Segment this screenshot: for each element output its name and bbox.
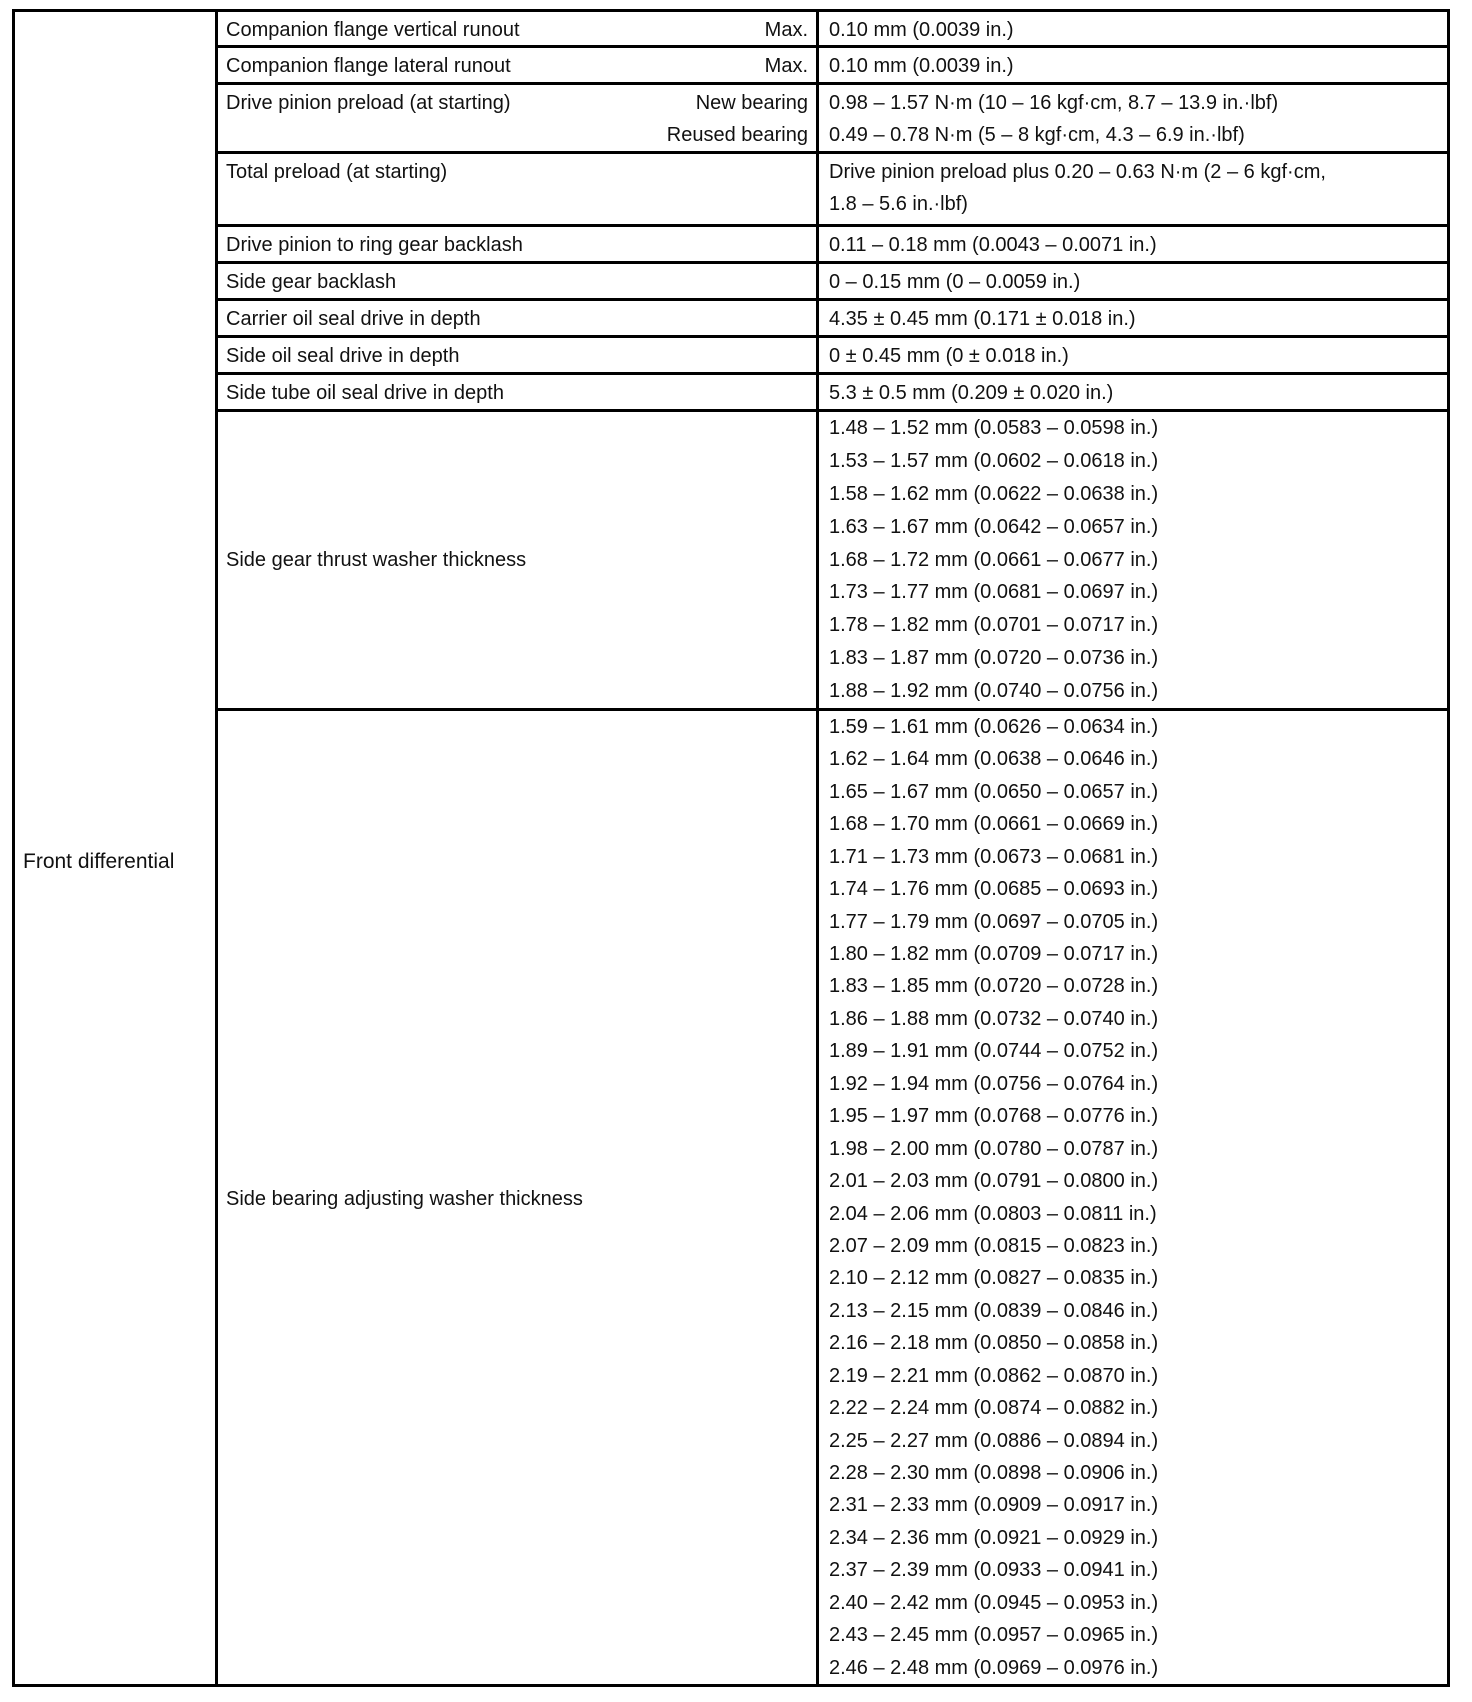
- spec-name: Side tube oil seal drive in depth: [226, 382, 504, 404]
- spec-value: 0.49 – 0.78 N·m (5 – 8 kgf·cm, 4.3 – 6.9 in.·lbf): [829, 124, 1245, 146]
- spec-value-cell: [819, 338, 1447, 372]
- spec-value: 2.07 – 2.09 mm (0.0815 – 0.0823 in.): [829, 1234, 1159, 1257]
- spec-value: 2.22 – 2.24 mm (0.0874 – 0.0882 in.): [829, 1397, 1159, 1420]
- table-row: [218, 301, 1447, 338]
- spec-table: [12, 9, 1450, 1687]
- spec-name-cell: [218, 711, 819, 1687]
- spec-value: 1.63 – 1.67 mm (0.0642 – 0.0657 in.): [829, 515, 1159, 538]
- spec-value: 1.59 – 1.61 mm (0.0626 – 0.0634 in.): [829, 716, 1159, 738]
- spec-value: 1.74 – 1.76 mm (0.0685 – 0.0693 in.): [829, 878, 1159, 901]
- table-row: [218, 711, 1447, 1687]
- spec-name-cell: [218, 412, 819, 708]
- spec-value-cell: [819, 264, 1447, 298]
- spec-value: 2.34 – 2.36 mm (0.0921 – 0.0929 in.): [829, 1526, 1159, 1549]
- group-label: Front differential: [23, 850, 175, 873]
- spec-name-cell: [218, 12, 819, 45]
- spec-value: 4.35 ± 0.45 mm (0.171 ± 0.018 in.): [829, 308, 1136, 330]
- spec-name: Companion flange lateral runout: [226, 55, 511, 77]
- spec-value-cell: [819, 154, 1447, 224]
- spec-value: 1.89 – 1.91 mm (0.0744 – 0.0752 in.): [829, 1040, 1159, 1063]
- spec-value: 1.88 – 1.92 mm (0.0740 – 0.0756 in.): [829, 680, 1159, 703]
- spec-value: 1.83 – 1.85 mm (0.0720 – 0.0728 in.): [829, 975, 1159, 998]
- spec-name-cell: [218, 227, 819, 261]
- spec-value: 2.43 – 2.45 mm (0.0957 – 0.0965 in.): [829, 1624, 1159, 1647]
- spec-value: 2.46 – 2.48 mm (0.0969 – 0.0976 in.): [829, 1656, 1159, 1679]
- spec-value-cell: [819, 301, 1447, 335]
- spec-name: Companion flange vertical runout: [226, 19, 520, 41]
- spec-value: 1.83 – 1.87 mm (0.0720 – 0.0736 in.): [829, 647, 1159, 670]
- spec-value-cell: [819, 48, 1447, 82]
- table-row: [218, 12, 1447, 48]
- spec-name: Side gear backlash: [226, 271, 397, 293]
- spec-value: 1.68 – 1.72 mm (0.0661 – 0.0677 in.): [829, 548, 1159, 571]
- spec-value: 1.95 – 1.97 mm (0.0768 – 0.0776 in.): [829, 1105, 1159, 1128]
- spec-value-cell: [819, 375, 1447, 409]
- spec-value: 2.04 – 2.06 mm (0.0803 – 0.0811 in.): [829, 1202, 1157, 1225]
- spec-rows: [218, 12, 1447, 1684]
- spec-value: 2.31 – 2.33 mm (0.0909 – 0.0917 in.): [829, 1494, 1159, 1517]
- spec-value: 1.8 – 5.6 in.·lbf): [829, 193, 968, 215]
- spec-value: 2.19 – 2.21 mm (0.0862 – 0.0870 in.): [829, 1364, 1159, 1387]
- spec-value: 1.68 – 1.70 mm (0.0661 – 0.0669 in.): [829, 813, 1159, 836]
- table-row: [218, 48, 1447, 85]
- spec-value: 1.86 – 1.88 mm (0.0732 – 0.0740 in.): [829, 1007, 1159, 1030]
- spec-value: 0 – 0.15 mm (0 – 0.0059 in.): [829, 271, 1081, 293]
- spec-value: 1.58 – 1.62 mm (0.0622 – 0.0638 in.): [829, 482, 1159, 505]
- spec-value: 2.40 – 2.42 mm (0.0945 – 0.0953 in.): [829, 1591, 1159, 1614]
- spec-value: 1.92 – 1.94 mm (0.0756 – 0.0764 in.): [829, 1072, 1159, 1095]
- spec-value: 1.80 – 1.82 mm (0.0709 – 0.0717 in.): [829, 943, 1159, 966]
- spec-value: 2.13 – 2.15 mm (0.0839 – 0.0846 in.): [829, 1299, 1159, 1322]
- spec-qualifier: Max.: [764, 19, 808, 41]
- table-row: [218, 412, 1447, 711]
- spec-value: 0 ± 0.45 mm (0 ± 0.018 in.): [829, 345, 1069, 367]
- spec-name: Total preload (at starting): [226, 161, 448, 183]
- spec-name-cell: [218, 301, 819, 335]
- spec-value-cell: [819, 227, 1447, 261]
- spec-value: 1.98 – 2.00 mm (0.0780 – 0.0787 in.): [829, 1137, 1159, 1160]
- spec-value: 1.77 – 1.79 mm (0.0697 – 0.0705 in.): [829, 910, 1159, 933]
- spec-value: Drive pinion preload plus 0.20 – 0.63 N·m (2 – 6 kgf·cm,: [829, 161, 1326, 183]
- spec-name: Drive pinion preload (at starting): [226, 92, 511, 114]
- spec-value: 2.01 – 2.03 mm (0.0791 – 0.0800 in.): [829, 1170, 1159, 1193]
- spec-value: 5.3 ± 0.5 mm (0.209 ± 0.020 in.): [829, 382, 1114, 404]
- spec-value: 2.25 – 2.27 mm (0.0886 – 0.0894 in.): [829, 1429, 1159, 1452]
- spec-value: 1.53 – 1.57 mm (0.0602 – 0.0618 in.): [829, 449, 1159, 472]
- spec-value: 1.71 – 1.73 mm (0.0673 – 0.0681 in.): [829, 845, 1159, 868]
- spec-value: 2.16 – 2.18 mm (0.0850 – 0.0858 in.): [829, 1332, 1159, 1355]
- spec-value: 2.10 – 2.12 mm (0.0827 – 0.0835 in.): [829, 1267, 1159, 1290]
- spec-name-cell: [218, 264, 819, 298]
- spec-value: 1.48 – 1.52 mm (0.0583 – 0.0598 in.): [829, 417, 1159, 439]
- spec-value: 1.78 – 1.82 mm (0.0701 – 0.0717 in.): [829, 614, 1159, 637]
- spec-value-cell: [819, 85, 1447, 151]
- spec-value: 0.98 – 1.57 N·m (10 – 16 kgf·cm, 8.7 – 13.9 in.·lbf): [829, 92, 1279, 114]
- spec-name: Side oil seal drive in depth: [226, 345, 460, 367]
- spec-value: 0.11 – 0.18 mm (0.0043 – 0.0071 in.): [829, 234, 1157, 256]
- table-row: [218, 227, 1447, 264]
- table-row: [218, 154, 1447, 227]
- spec-value: 1.62 – 1.64 mm (0.0638 – 0.0646 in.): [829, 748, 1159, 771]
- spec-qualifier: Reused bearing: [666, 124, 808, 146]
- spec-name-cell: [218, 85, 819, 151]
- spec-value: 0.10 mm (0.0039 in.): [829, 19, 1014, 41]
- spec-value-cell: [819, 12, 1447, 45]
- spec-value: 1.65 – 1.67 mm (0.0650 – 0.0657 in.): [829, 780, 1159, 803]
- table-row: [218, 338, 1447, 375]
- spec-value: 0.10 mm (0.0039 in.): [829, 55, 1014, 77]
- spec-name-cell: [218, 154, 819, 224]
- spec-name-cell: [218, 375, 819, 409]
- spec-name: Side gear thrust washer thickness: [226, 549, 527, 571]
- spec-value-cell: [819, 412, 1447, 708]
- spec-name-cell: [218, 338, 819, 372]
- spec-value: 1.73 – 1.77 mm (0.0681 – 0.0697 in.): [829, 581, 1159, 604]
- table-row: [218, 375, 1447, 412]
- table-row: [218, 264, 1447, 301]
- group-cell: [15, 12, 218, 1684]
- spec-qualifier: New bearing: [695, 92, 808, 114]
- spec-value-cell: [819, 711, 1447, 1687]
- spec-name: Drive pinion to ring gear backlash: [226, 234, 523, 256]
- table-row: [218, 85, 1447, 154]
- spec-qualifier: Max.: [764, 55, 808, 77]
- spec-name-cell: [218, 48, 819, 82]
- spec-name: Carrier oil seal drive in depth: [226, 308, 481, 330]
- spec-value: 2.37 – 2.39 mm (0.0933 – 0.0941 in.): [829, 1559, 1159, 1582]
- spec-name: Side bearing adjusting washer thickness: [226, 1188, 583, 1210]
- spec-value: 2.28 – 2.30 mm (0.0898 – 0.0906 in.): [829, 1461, 1159, 1484]
